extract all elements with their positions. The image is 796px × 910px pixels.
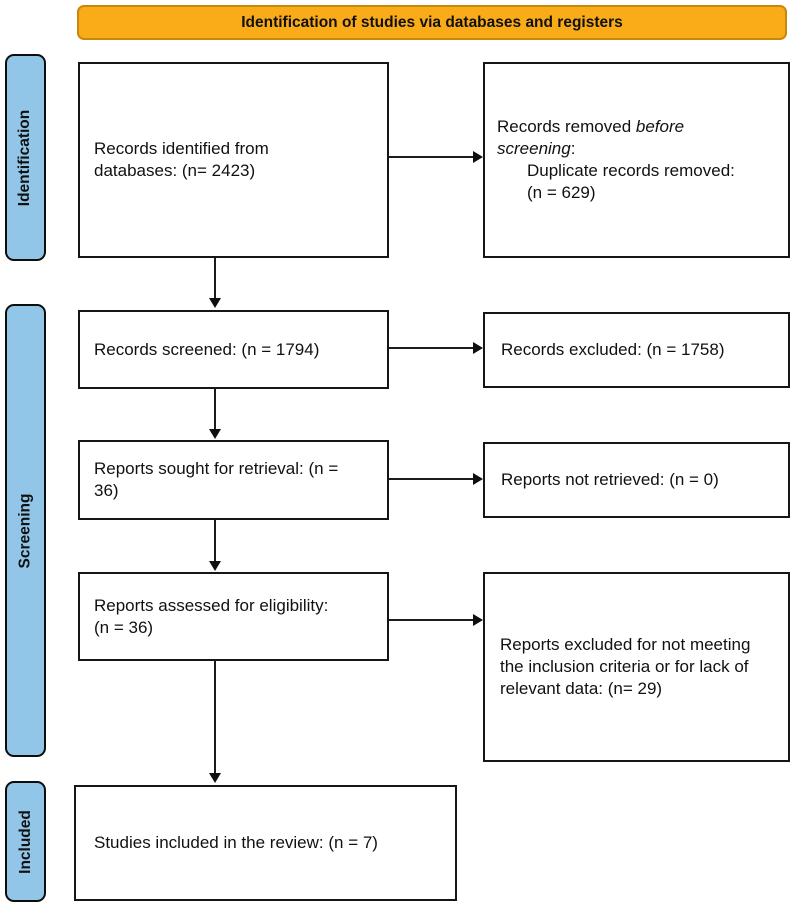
records-identified-line2: databases: (n= 2423) bbox=[94, 161, 256, 180]
reports-not-retrieved-line1: Reports not retrieved: (n = 0) bbox=[501, 470, 719, 489]
arrow-down-head-icon bbox=[209, 429, 221, 439]
box-reports-excluded bbox=[483, 572, 790, 762]
arrow-stem bbox=[214, 258, 216, 299]
arrow-sought-to-assessed bbox=[209, 520, 221, 571]
records-excluded-line1: Records excluded: (n = 1758) bbox=[501, 340, 725, 359]
arrow-screened-to-excluded bbox=[389, 342, 483, 354]
arrow-down-head-icon bbox=[209, 773, 221, 783]
studies-included-line1: Studies included in the review: (n = 7) bbox=[94, 833, 378, 852]
reports-excluded-line2: the inclusion criteria or for lack of bbox=[500, 657, 749, 676]
banner-identification-of-studies bbox=[77, 5, 787, 40]
stage-bar-included bbox=[5, 781, 46, 902]
records-removed-italic-screening: screening bbox=[497, 139, 571, 158]
arrow-stem bbox=[389, 478, 474, 480]
box-reports-not-retrieved bbox=[483, 442, 790, 518]
stage-bar-screening bbox=[5, 304, 46, 757]
duplicates-removed-line2: (n = 629) bbox=[527, 183, 596, 202]
arrow-right-head-icon bbox=[473, 151, 483, 163]
box-records-removed-before-screening bbox=[483, 62, 790, 258]
records-removed-italic-before: before bbox=[635, 117, 685, 136]
arrow-stem bbox=[389, 619, 474, 621]
banner-title: Identification of studies via databases and registers bbox=[241, 13, 623, 31]
arrow-down-head-icon bbox=[209, 298, 221, 308]
stage-bar-identification bbox=[5, 54, 46, 261]
reports-sought-line1: Reports sought for retrieval: (n = bbox=[94, 459, 339, 478]
arrow-sought-to-not-retrieved bbox=[389, 473, 483, 485]
arrow-identified-to-removed bbox=[389, 151, 483, 163]
reports-assessed-line1: Reports assessed for eligibility: bbox=[94, 595, 329, 615]
arrow-down-head-icon bbox=[209, 561, 221, 571]
arrow-stem bbox=[214, 389, 216, 430]
records-removed-line1 bbox=[497, 116, 774, 138]
arrow-stem bbox=[389, 156, 474, 158]
box-records-screened bbox=[78, 310, 389, 389]
arrow-stem bbox=[389, 347, 474, 349]
records-removed-line2 bbox=[497, 138, 774, 160]
box-reports-assessed bbox=[78, 572, 389, 661]
reports-excluded-line1: Reports excluded for not meeting bbox=[500, 635, 751, 654]
arrow-stem bbox=[214, 661, 216, 774]
stage-label-identification: Identification bbox=[16, 109, 34, 206]
reports-sought-line2: 36) bbox=[94, 481, 119, 500]
box-studies-included bbox=[74, 785, 457, 901]
reports-excluded-line3: relevant data: (n= 29) bbox=[500, 679, 663, 698]
stage-label-included: Included bbox=[16, 809, 34, 874]
records-identified-line1: Records identified from bbox=[94, 139, 269, 158]
duplicates-removed-line1: Duplicate records removed: bbox=[527, 161, 735, 180]
arrow-assessed-to-reports-excluded bbox=[389, 614, 483, 626]
arrow-screened-to-sought bbox=[209, 389, 221, 439]
box-reports-sought bbox=[78, 440, 389, 520]
arrow-right-head-icon bbox=[473, 342, 483, 354]
arrow-right-head-icon bbox=[473, 473, 483, 485]
arrow-assessed-to-included bbox=[209, 661, 221, 783]
records-screened-line1: Records screened: (n = 1794) bbox=[94, 339, 320, 359]
arrow-right-head-icon bbox=[473, 614, 483, 626]
records-removed-normal-text: Records removed bbox=[497, 117, 636, 136]
reports-assessed-line2: (n = 36) bbox=[94, 617, 154, 637]
box-records-excluded bbox=[483, 312, 790, 388]
arrow-identified-to-screened bbox=[209, 258, 221, 308]
stage-label-screening: Screening bbox=[16, 493, 34, 568]
arrow-stem bbox=[214, 520, 216, 562]
box-records-identified bbox=[78, 62, 389, 258]
records-removed-colon: : bbox=[570, 139, 576, 158]
